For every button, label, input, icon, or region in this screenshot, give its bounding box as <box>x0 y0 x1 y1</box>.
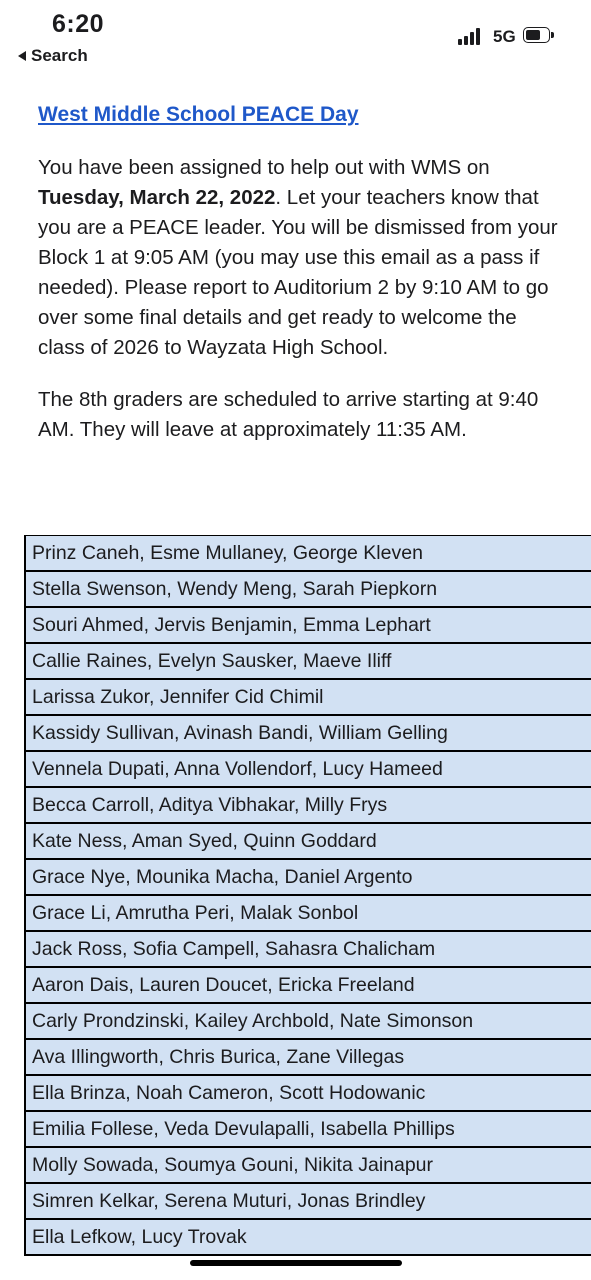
email-title-link[interactable]: West Middle School PEACE Day <box>38 103 359 126</box>
assignment-date: Tuesday, March 22, 2022 <box>38 186 276 209</box>
table-row <box>25 643 591 679</box>
cellular-signal-icon <box>458 27 482 45</box>
table-row <box>25 823 591 859</box>
roster-cell: Kassidy Sullivan, Avinash Bandi, William Gelling <box>25 715 591 751</box>
assignment-text-start: You have been assigned to help out with WMS on <box>38 156 490 179</box>
table-row <box>25 679 591 715</box>
roster-cell: Callie Raines, Evelyn Sausker, Maeve Iliff <box>25 643 591 679</box>
back-to-search-button[interactable] <box>18 46 88 66</box>
battery-icon <box>523 27 556 45</box>
roster-cell: Stella Swenson, Wendy Meng, Sarah Piepkorn <box>25 571 591 607</box>
table-row <box>25 1147 591 1183</box>
table-row <box>25 571 591 607</box>
table-row <box>25 607 591 643</box>
table-row <box>25 1111 591 1147</box>
assignment-text-end: . Let your teachers know that you are a PEACE leader. You will be dismissed from your Block 1 at 9:05 AM (you may use this email as a pass if needed). Please report to Auditorium 2 by 9:10 AM to go over some final details and get ready to welcome the class of 2026 to Wayzata High School. <box>38 186 558 359</box>
schedule-paragraph: The 8th graders are scheduled to arrive starting at 9:40 AM. They will leave at approximately 11:35 AM. <box>38 388 539 441</box>
table-row <box>25 1219 591 1255</box>
roster-cell: Prinz Caneh, Esme Mullaney, George Kleven <box>25 536 591 572</box>
roster-cell: Larissa Zukor, Jennifer Cid Chimil <box>25 679 591 715</box>
assignment-paragraph <box>38 153 558 363</box>
table-row <box>25 1003 591 1039</box>
network-type: 5G <box>493 27 516 46</box>
table-row <box>25 1183 591 1219</box>
roster-cell: Emilia Follese, Veda Devulapalli, Isabella Phillips <box>25 1111 591 1147</box>
roster-cell: Jack Ross, Sofia Campell, Sahasra Chalicham <box>25 931 591 967</box>
peace-leader-roster-table <box>24 535 591 1256</box>
roster-cell: Aaron Dais, Lauren Doucet, Ericka Freeland <box>25 967 591 1003</box>
table-row <box>25 859 591 895</box>
roster-cell: Carly Prondzinski, Kailey Archbold, Nate Simonson <box>25 1003 591 1039</box>
roster-cell: Souri Ahmed, Jervis Benjamin, Emma Lephart <box>25 607 591 643</box>
roster-cell: Grace Nye, Mounika Macha, Daniel Argento <box>25 859 591 895</box>
email-body <box>38 100 558 467</box>
clock-time: 6:20 <box>52 10 105 38</box>
table-row <box>25 536 591 572</box>
roster-cell: Simren Kelkar, Serena Muturi, Jonas Brindley <box>25 1183 591 1219</box>
status-bar <box>0 0 591 70</box>
table-row <box>25 895 591 931</box>
table-row <box>25 967 591 1003</box>
table-row <box>25 1075 591 1111</box>
back-label: Search <box>31 46 88 65</box>
table-row <box>25 931 591 967</box>
roster-cell: Molly Sowada, Soumya Gouni, Nikita Jainapur <box>25 1147 591 1183</box>
roster-cell: Ella Brinza, Noah Cameron, Scott Hodowanic <box>25 1075 591 1111</box>
roster-cell: Grace Li, Amrutha Peri, Malak Sonbol <box>25 895 591 931</box>
table-row <box>25 1039 591 1075</box>
roster-cell: Ava Illingworth, Chris Burica, Zane Villegas <box>25 1039 591 1075</box>
table-row <box>25 715 591 751</box>
back-arrow-icon <box>18 51 26 61</box>
home-indicator[interactable] <box>190 1260 402 1266</box>
roster-cell: Vennela Dupati, Anna Vollendorf, Lucy Hameed <box>25 751 591 787</box>
table-row <box>25 751 591 787</box>
roster-cell: Kate Ness, Aman Syed, Quinn Goddard <box>25 823 591 859</box>
roster-cell: Becca Carroll, Aditya Vibhakar, Milly Frys <box>25 787 591 823</box>
roster-cell: Ella Lefkow, Lucy Trovak <box>25 1219 591 1255</box>
table-row <box>25 787 591 823</box>
